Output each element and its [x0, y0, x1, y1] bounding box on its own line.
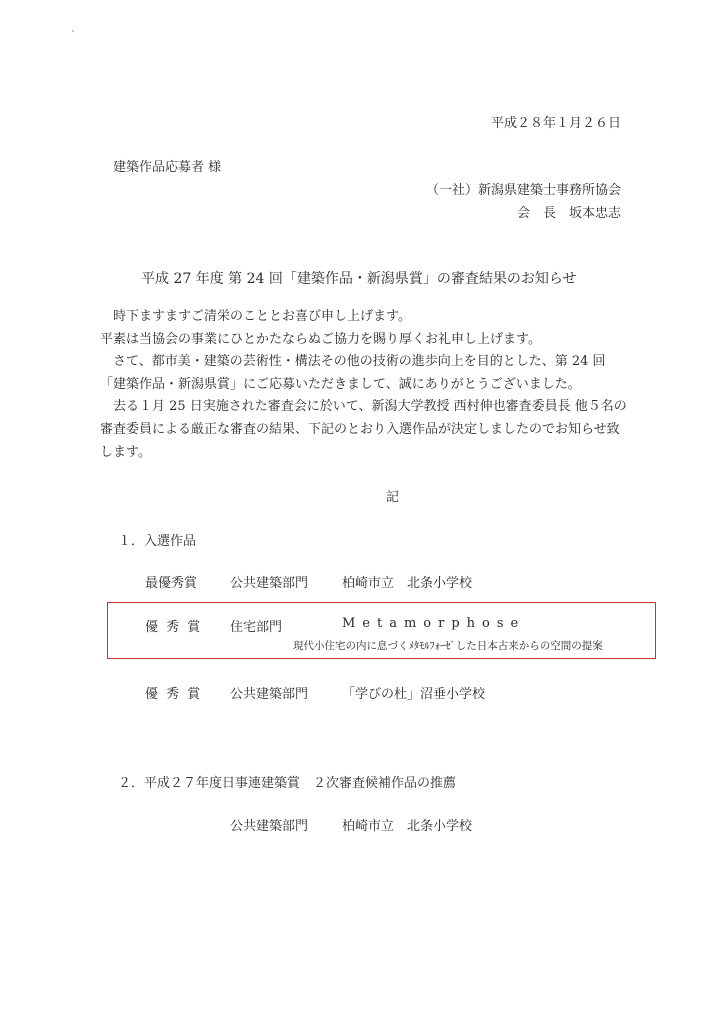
entry3-department: 公共建築部門 [230, 687, 309, 702]
entry3-work: 「学びの杜」沼垂小学校 [342, 687, 486, 702]
paragraph-result: 去る１月 25 日実施された審査会に於いて、新潟大学教授 西村伸也審査委員長 他５名の審査委員による厳正な審査の結果、下記のとおり入選作品が決定しましたのでお知らせ致します。 [100, 399, 627, 460]
president-name: 会 長 坂本忠志 [516, 206, 621, 221]
paragraph-greeting: 時下ますますご清栄のこととお喜び申し上げます。 [113, 309, 411, 324]
section2-work: 柏崎市立 北条小学校 [342, 819, 473, 834]
paragraph-thanks: 平素は当協会の事業にひとかたならぬご協力を賜り厚くお礼申し上げます。 [100, 331, 541, 347]
paragraph-purpose: さて、都市美・建築の芸術性・構法その他の技術の進歩向上を目的とした、第 24 回「建築作品・新潟県賞」にご応募いただきまして、誠にありがとうございました。 [100, 354, 606, 392]
ki-marker: 記 [386, 490, 400, 505]
body-text [100, 306, 630, 464]
organization-name: （一社）新潟県建築士事務所協会 [425, 183, 621, 198]
entry2-subtitle: 現代小住宅の内に息づくﾒﾀﾓﾙﾌｫｰｾﾞした日本古来からの空間の提案 [293, 640, 603, 652]
section2-heading: ２．平成２７年度日事連建築賞 ２次審査候補作品の推薦 [118, 776, 457, 791]
scan-speck [72, 30, 74, 32]
document-date: 平成２８年１月２６日 [490, 116, 621, 131]
entry2-department: 住宅部門 [230, 620, 283, 635]
addressee: 建築作品応募者 様 [113, 160, 222, 175]
entry3-award: 優 秀 賞 [145, 687, 203, 702]
document-title: 平成 27 年度 第 24 回「建築作品・新潟県賞」の審査結果のお知らせ [141, 271, 577, 287]
entry1-work: 柏崎市立 北条小学校 [342, 576, 473, 591]
section2-department: 公共建築部門 [230, 819, 309, 834]
entry2-work: Metamorphose [342, 616, 526, 631]
section1-heading: １．入選作品 [118, 534, 197, 549]
entry1-department: 公共建築部門 [230, 576, 309, 591]
entry1-award: 最優秀賞 [145, 576, 198, 591]
entry2-award: 優 秀 賞 [145, 620, 203, 635]
